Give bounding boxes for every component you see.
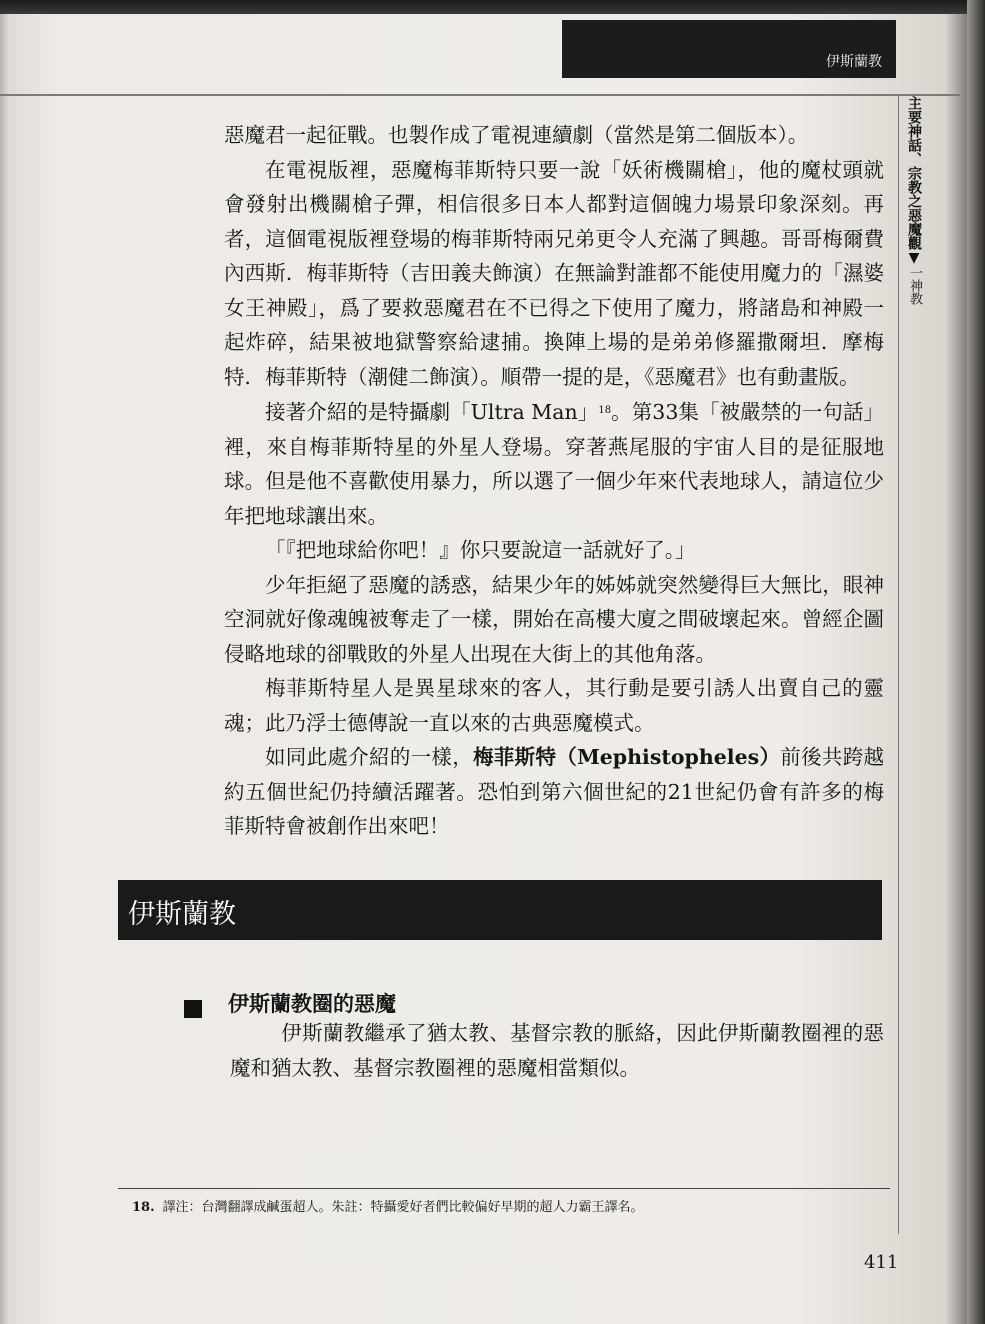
paragraph-3-start: 接著介紹的是特攝劇「Ultra Man」 [265, 400, 599, 424]
paragraph-7-end: 前後共跨越約五個世紀仍持續活躍著。恐怕到第六個世紀的21世紀仍會有許多的梅菲斯特會被創作出來吧！ [224, 745, 884, 838]
paragraph-2: 在電視版裡，惡魔梅菲斯特只要一說「妖術機關槍」，他的魔杖頭就會發射出機關槍子彈，相信很多日本人都對這個魄力場景印象深刻。再者，這個電視版裡登場的梅菲斯特兩兄弟更令人充滿了興趣。哥哥梅爾費內西斯．梅菲斯特（吉田義夫飾演）在無論對誰都不能使用魔力的「濕婆女王神殿」，爲了要救惡魔君在不已得之下使用了魔力，將諸島和神殿一起炸碎，結果被地獄警察給逮捕。換陣上場的是弟弟修羅撒爾坦．摩梅特．梅菲斯特（潮健二飾演）。順帶一提的是，《惡魔君》也有動畫版。 [224, 157, 884, 389]
side-tab-sub: 一神教 [907, 266, 922, 305]
footnote-ref-18: 18 [598, 405, 612, 416]
body-text [224, 118, 884, 844]
paragraph-1: 惡魔君一起征戰。也製作成了電視連續劇（當然是第二個版本）。 [224, 123, 809, 147]
side-tab-main: 主要神話、宗教之惡魔觀▼ [906, 96, 922, 266]
paragraph-7 [224, 740, 884, 844]
header-rule [0, 94, 960, 96]
paragraph-7-bold-term: 梅菲斯特（Mephistopheles） [473, 745, 781, 769]
top-shadow [0, 0, 985, 14]
paragraph-5: 少年拒絕了惡魔的誘惑，結果少年的姊姊就突然變得巨大無比，眼神空洞就好像魂魄被奪走了一樣，開始在高樓大廈之間破壞起來。曾經企圖侵略地球的卻戰敗的外星人出現在大街上的其他角落。 [224, 572, 884, 666]
page-number: 411 [864, 1252, 899, 1273]
left-page-edge [0, 14, 10, 1324]
footnote-number: 18. [132, 1200, 155, 1215]
side-tab-rule [898, 94, 899, 1234]
section-heading-bar [118, 880, 882, 940]
side-chapter-tab [900, 96, 928, 356]
subsection-body [230, 1016, 884, 1085]
subhead-square-bullet [184, 1000, 202, 1018]
footnote [132, 1196, 643, 1215]
paragraph-7-start: 如同此處介紹的一樣， [265, 745, 474, 769]
paragraph-6: 梅菲斯特星人是異星球來的客人，其行動是要引誘人出賣自己的靈魂；此乃浮士德傳說一直以來的古典惡魔模式。 [224, 676, 884, 735]
section-title: 伊斯蘭教 [128, 899, 236, 930]
paragraph-3 [224, 394, 884, 533]
paragraph-4-quote: 「『把地球給你吧！』你只要說這一話就好了。」 [265, 538, 696, 562]
running-header-title: 伊斯蘭教 [826, 54, 882, 70]
subsection-title: 伊斯蘭教圈的惡魔 [228, 992, 396, 1016]
subsection-paragraph: 伊斯蘭教繼承了猶太教、基督宗教的脈絡，因此伊斯蘭教圈裡的惡魔和猶太教、基督宗教圈裡的惡魔相當類似。 [230, 1021, 884, 1080]
footnote-text: 譯注：台灣翻譯成鹹蛋超人。朱註：特攝愛好者們比較偏好早期的超人力霸王譯名。 [162, 1200, 644, 1215]
paragraph-3-end: 。第33集「被嚴禁的一句話」裡，來自梅菲斯特星的外星人登場。穿著燕尾服的宇宙人目的是征服地球。但是他不喜歡使用暴力，所以選了一個少年來代表地球人，請這位少年把地球讓出來。 [224, 400, 884, 528]
footnote-rule [118, 1188, 890, 1189]
running-header-band [562, 20, 896, 78]
right-binding-edge [967, 0, 985, 1324]
